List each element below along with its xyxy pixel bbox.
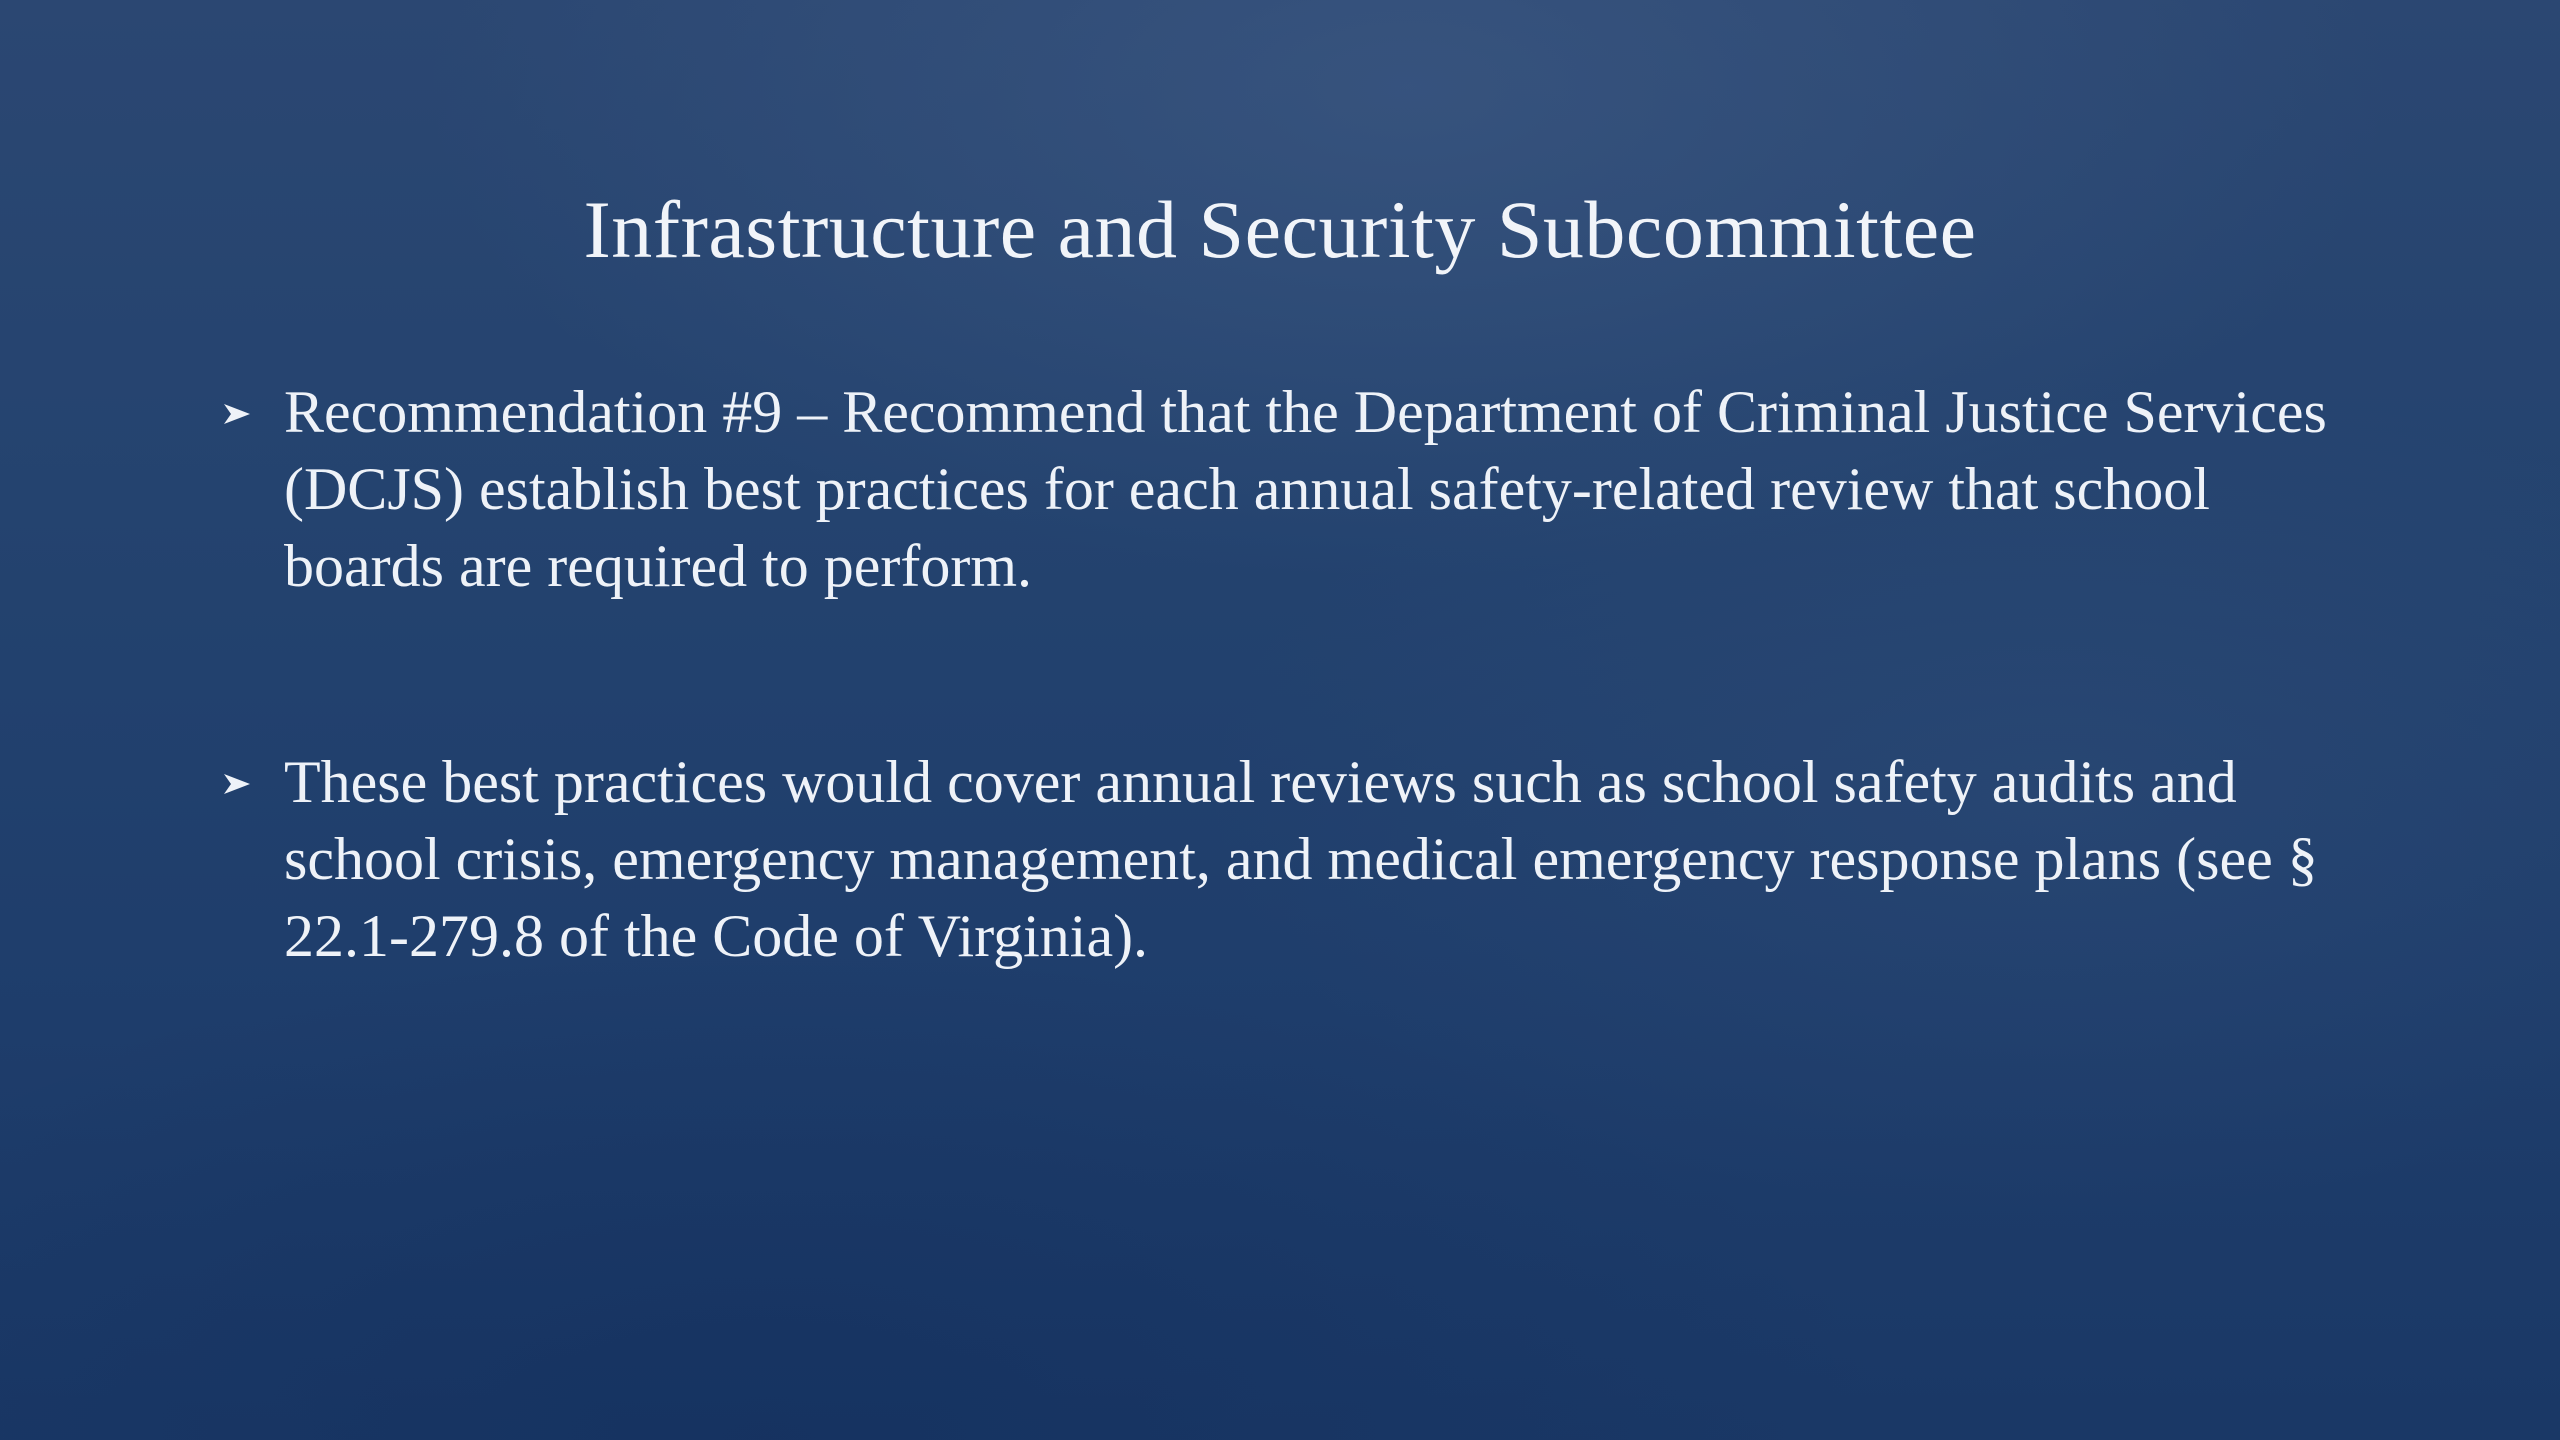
bullet-item-best-practices <box>222 744 2372 975</box>
bullet-list <box>222 374 2372 1114</box>
bullet-text: Recommendation #9 – Recommend that the Department of Criminal Justice Services (DCJS) establish best practices for each annual safety-related review that school boards are required to perform. <box>284 379 2327 599</box>
arrowhead-bullet-icon <box>222 402 252 426</box>
bullet-text: These best practices would cover annual reviews such as school safety audits and school crisis, emergency management, and medical emergency response plans (see § 22.1-279.8 of the Code of Virginia). <box>284 749 2318 969</box>
bullet-item-recommendation <box>222 374 2372 605</box>
slide-title: Infrastructure and Security Subcommittee <box>583 184 1977 275</box>
arrowhead-bullet-icon <box>222 772 252 796</box>
